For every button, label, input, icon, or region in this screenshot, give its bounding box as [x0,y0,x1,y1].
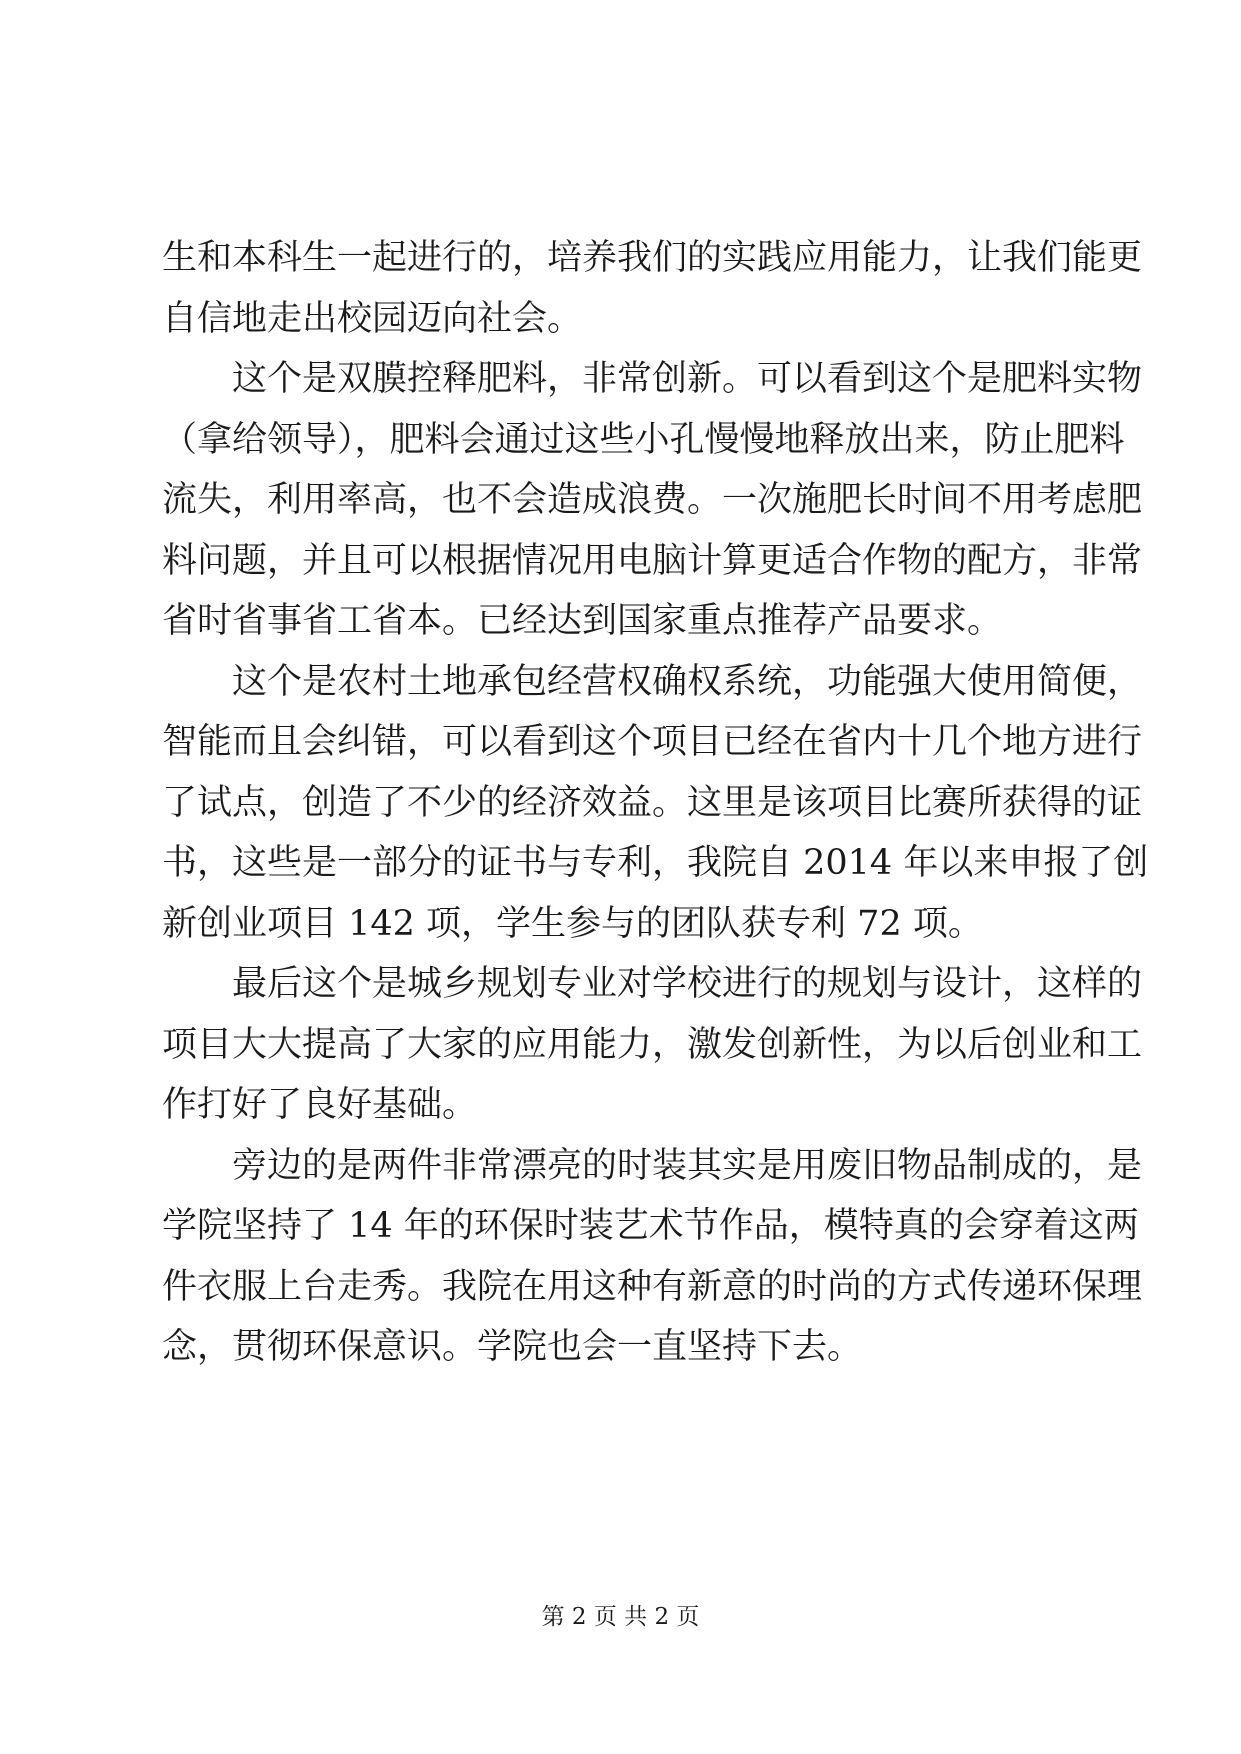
text-line: 件衣服上台走秀。我院在用这种有新意的时尚的方式传递环保理 [162,1266,1143,1307]
text-line: 最后这个是城乡规划专业对学校进行的规划与设计，这样的 [232,964,1143,1004]
text-line: （拿给领导），肥料会通过这些小孔慢慢地释放出来，防止肥料 [162,419,1125,460]
document-body [162,228,1149,1378]
text-line: 学院坚持了 14 年的环保时装艺术节作品，模特真的会穿着这两 [162,1206,1139,1246]
text-line: 念，贯彻环保意识。学院也会一直坚持下去。 [162,1327,863,1367]
text-line: 这个是农村土地承包经营权确权系统，功能强大使用简便， [232,661,1143,702]
text-line: 这个是双膜控释肥料，非常创新。可以看到这个是肥料实物 [232,359,1143,399]
text-line: 旁边的是两件非常漂亮的时装其实是用废旧物品制成的，是 [232,1145,1143,1186]
text-line: 新创业项目 142 项，学生参与的团队获专利 72 项。 [162,903,983,944]
text-line: 了试点，创造了不少的经济效益。这里是该项目比赛所获得的证 [162,782,1143,823]
text-line: 生和本科生一起进行的，培养我们的实践应用能力，让我们能更 [162,238,1143,278]
text-line: 作打好了良好基础。 [162,1085,478,1125]
text-line: 智能而且会纠错，可以看到这个项目已经在省内十几个地方进行 [162,722,1143,762]
text-line: 料问题，并且可以根据情况用电脑计算更适合作物的配方，非常 [162,540,1143,581]
page-number-footer: 第 2 页 共 2 页 [541,1604,700,1630]
text-line: 省时省事省工省本。已经达到国家重点推荐产品要求。 [162,601,1003,641]
text-line: 书，这些是一部分的证书与专利，我院自 2014 年以来申报了创 [162,843,1149,883]
text-line: 自信地走出校园迈向社会。 [162,298,583,339]
text-line: 项目大大提高了大家的应用能力，激发创新性，为以后创业和工 [162,1024,1143,1065]
text-line: 流失，利用率高，也不会造成浪费。一次施肥长时间不用考虑肥 [162,480,1143,520]
